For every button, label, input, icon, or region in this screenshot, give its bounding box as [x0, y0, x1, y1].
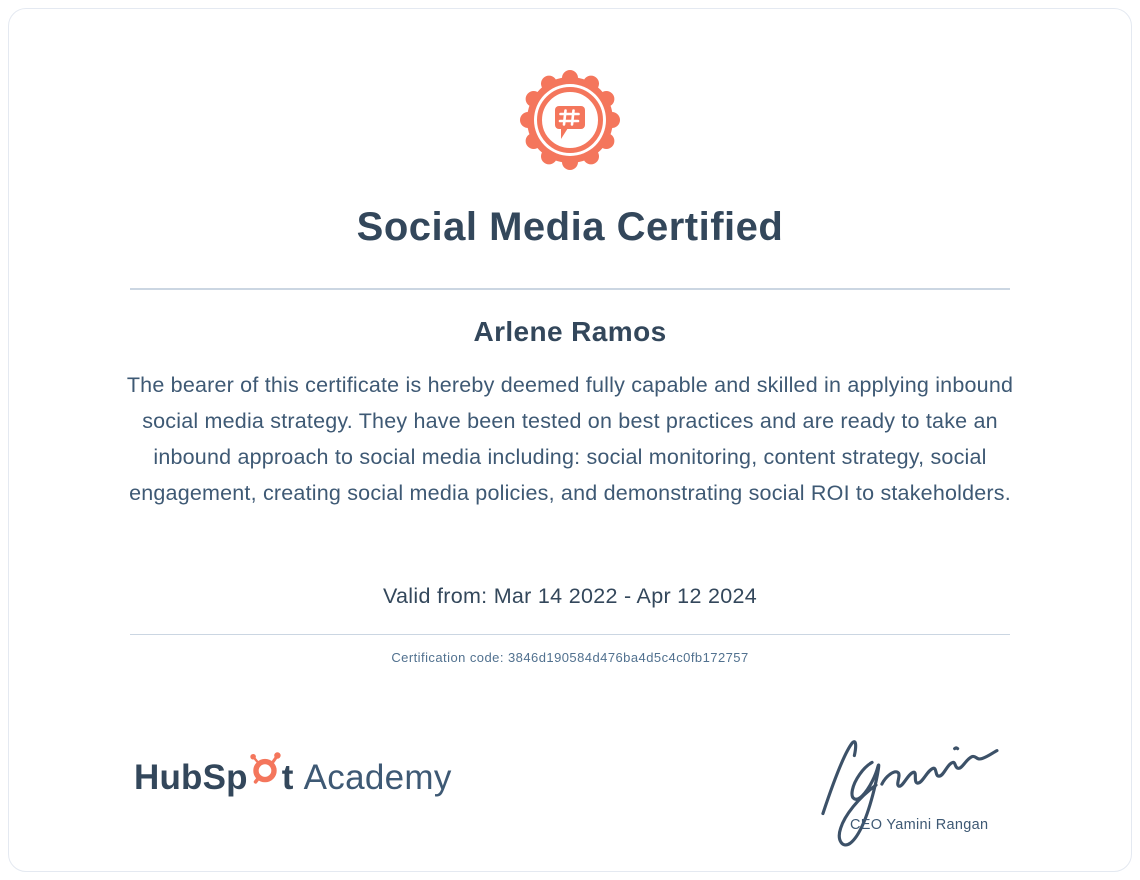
certification-code-label: Certification code: [391, 650, 504, 665]
certificate-card [8, 8, 1132, 872]
certification-code-value: 3846d190584d476ba4d5c4c0fb172757 [507, 650, 749, 665]
hubspot-sprocket-icon [247, 745, 283, 789]
certificate-title: Social Media Certified [356, 205, 784, 249]
recipient-name: Arlene Ramos [473, 316, 667, 347]
divider-top [130, 288, 1010, 290]
logo-text-academy: Academy [303, 758, 452, 797]
signature-block [798, 729, 1013, 833]
hubspot-academy-logo [134, 745, 452, 798]
logo-text-prefix: HubSp [134, 758, 248, 797]
certification-code-line [9, 650, 1131, 665]
validity-dates: Valid from: Mar 14 2022 - Apr 12 2024 [382, 584, 758, 608]
signature-caption: CEO Yamini Rangan [850, 817, 989, 833]
certification-badge-icon [519, 69, 621, 171]
certificate-body-text: The bearer of this certificate is hereby deemed fully capable and skilled in applying inbound social media strategy. They have been tested on best practices and are ready to take an inbound approach to social media including: social monitoring, content strategy, social engagement, creating social media policies, and demonstrating social ROI to stakeholders. [126, 373, 1014, 505]
logo-text-suffix: t [281, 758, 294, 797]
divider-bottom [130, 634, 1010, 635]
